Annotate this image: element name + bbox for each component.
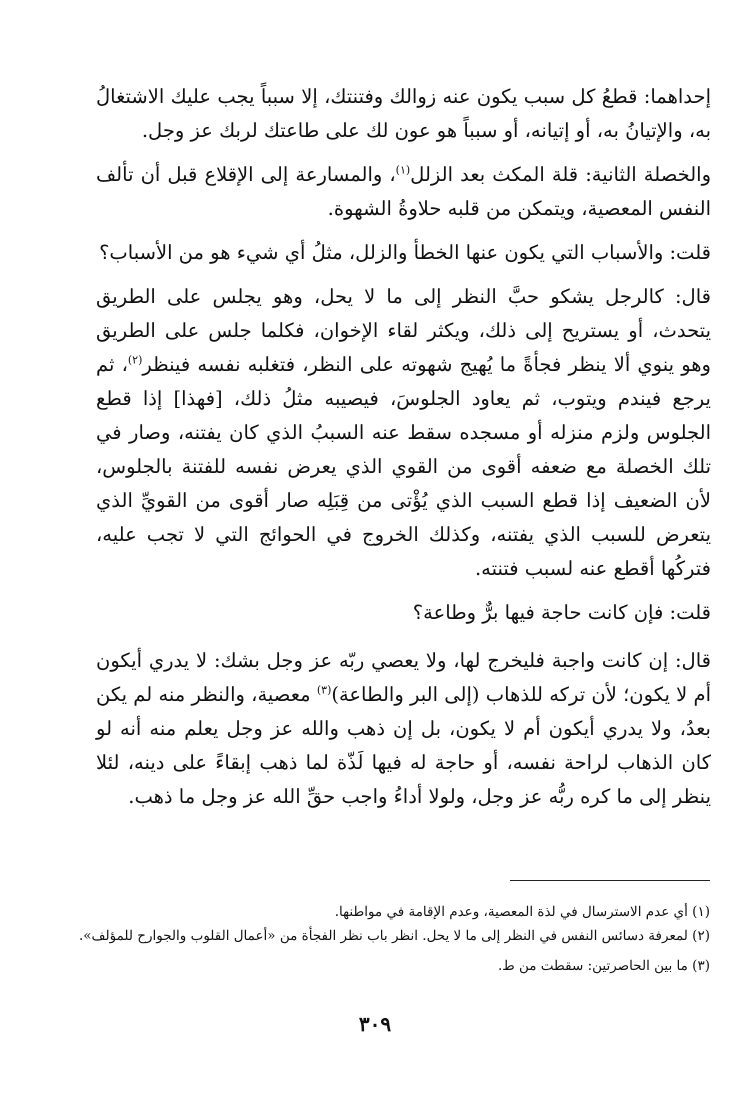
paragraph-2: والخصلة الثانية: قلة المكث بعد الزلل$^{(١)}$، والمسارعة إلى الإقلاع قبل أن تألف النفس المعصية، ويتمكن من قلبه حلاوةُ الشهوة. bbox=[96, 163, 711, 220]
footnote-3: (٣) ما بين الحاصرتين: سقطت من ط. bbox=[497, 958, 710, 974]
paragraph-4: قال: كالرجل يشكو حبَّ النظر إلى ما لا يحل، وهو يجلس على الطريق يتحدث، أو يستريح إلى ذلك، ويكثر لقاء الإخوان، فكلما جلس على الطريق وهو ينوي ألا ينظر فجأةً ما يُهيج شهوته على النظر، فتغلبه نفسه فينظر$^{(٢)}$، ثم يرجع فيندم ويتوب، ثم يعاود الجلوسَ، فيصيبه مثلُ ذلك، [فهذا] إذا قطع الجلوس ولزم منزله أو مسجده سقط عنه السببُ الذي كان يفتنه، وصار في تلك الخصلة مع ضعفه أقوى من القوي الذي يعرض نفسه للفتنة بالجلوس، لأن الضعيف إذا قطع السبب الذي يُؤْتى من قِبَلِه صار أقوى من القويِّ الذي يتعرض للسبب الذي يفتنه، وكذلك الخروج في الحوائج التي لا تجب عليه، فتركُها أقطع عنه لسبب فتنته. bbox=[96, 285, 711, 580]
footnote-2: (٢) لمعرفة دسائس النفس في النظر إلى ما لا يحل. انظر باب نظر الفجأة من «أعمال القلوب والجوارح للمؤلف». bbox=[78, 928, 710, 944]
paragraph-1: إحداهما: قطعُ كل سبب يكون عنه زوالك وفتنتك، إلا سبباً يجب عليك الاشتغالُ به، والإتيانُ به، أو إتيانه، أو سبباً هو عون لك على طاعتك لربك عز وجل. bbox=[96, 85, 711, 142]
footnote-1: (١) أي عدم الاسترسال في لذة المعصية، وعدم الإقامة في مواطنها. bbox=[334, 904, 710, 920]
paragraph-6: قال: إن كانت واجبة فليخرج لها، ولا يعصي ربّه عز وجل بشك: لا يدري أيكون أم لا يكون؛ لأن تركه للذهاب (إلى البر والطاعة)$^{(٣)}$ معصية، والنظر منه لم يكن بعدُ، ولا يدري أيكون أم لا يكون، بل إن ذهب والله عز وجل يعلم منه أنه لو كان الذهاب لراحة نفسه، أو حاجة له فيها لَذّة لما ذهب إبقاءً على دينه، لئلا ينظر إلى ما كره ربُّه عز وجل، ولولا أداءُ واجب حقِّ الله عز وجل ما ذهب. bbox=[96, 649, 712, 808]
footnotes bbox=[36, 900, 710, 978]
paragraph-5: قلت: فإن كانت حاجة فيها برٌّ وطاعة؟ bbox=[412, 601, 711, 624]
page-body bbox=[96, 80, 711, 814]
footnote-ref-3: (٣) bbox=[316, 683, 332, 697]
footnote-ref-1: (١) bbox=[395, 163, 411, 177]
paragraph-3: قلت: والأسباب التي يكون عنها الخطأ والزلل، مثلُ أي شيء هو من الأسباب؟ bbox=[99, 241, 711, 264]
page-number: ٣٠٩ bbox=[358, 1012, 392, 1036]
footnote-separator bbox=[510, 880, 710, 881]
footnote-ref-2: (٢) bbox=[127, 353, 143, 367]
